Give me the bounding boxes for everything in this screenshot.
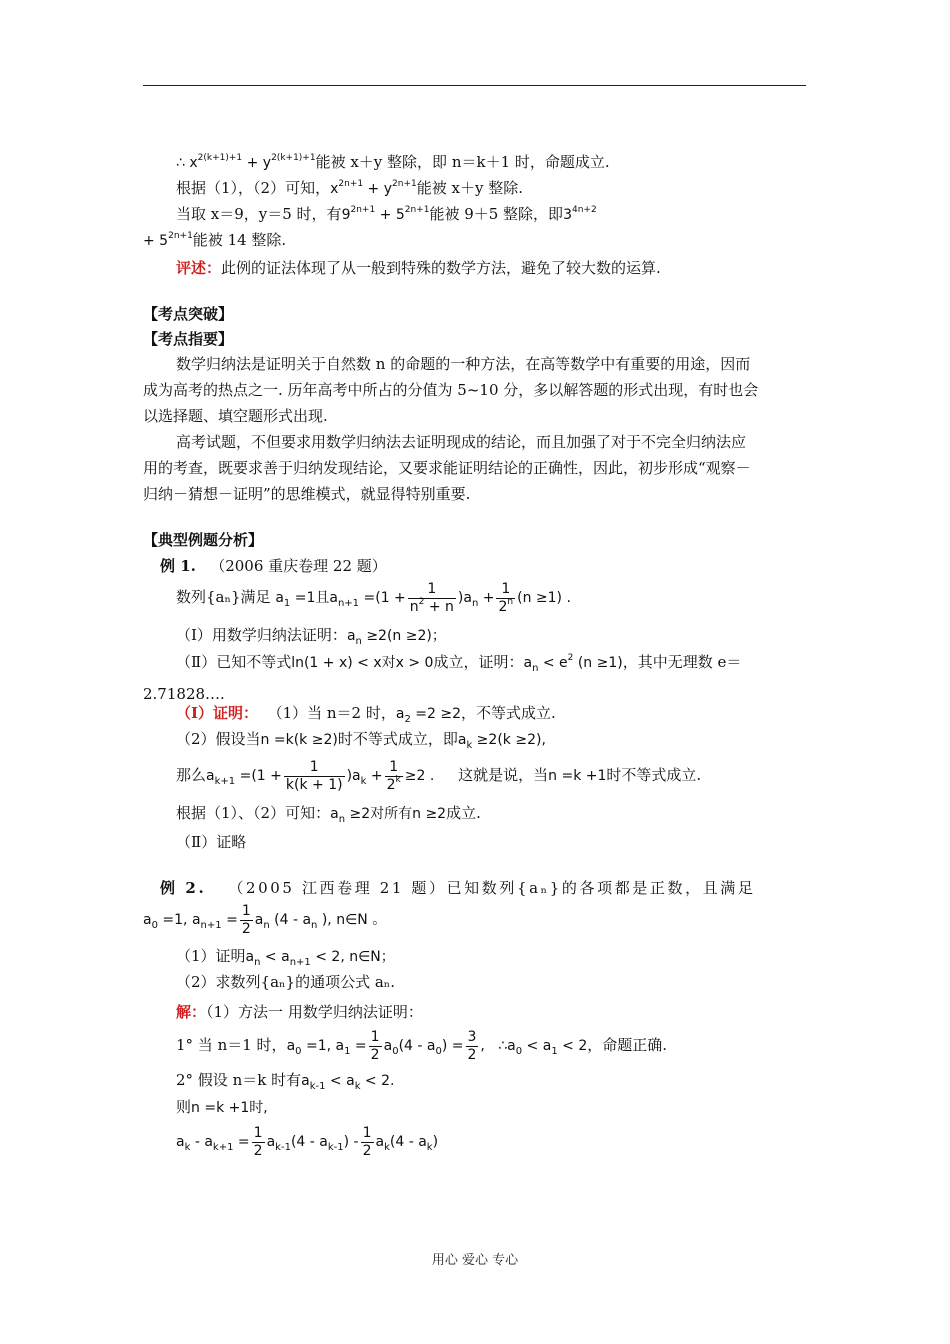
paragraph-2-line-2: 用的考查，既要求善于归纳发现结论，又要求能证明结论的正确性，因此，初步形成“观察－: [143, 459, 751, 477]
example-1-header: 例 1. （2006 重庆卷理 22 题）: [160, 557, 387, 575]
example-1-part-1: （Ⅰ）用数学归纳法证明：$a_n \ge 2(n \ge 2)$；: [176, 626, 446, 647]
paragraph-2-line-1: 高考试题，不但要求用数学归纳法去证明现成的结论，而且加强了对于不完全归纳法应: [176, 433, 747, 451]
section-heading-kaodian-zhiyao: 【考点指要】: [143, 330, 234, 348]
example-1-proof-step-3: 那么$a_{k+1} =(1$ + $\frac{1}{k(k + 1)}$ )$a_k$ + $\frac{1}{2^k}$ ≥2 . 这就是说，当n =k +1时不等式成立.: [176, 758, 702, 793]
example-1-proof-step-2: （2）假设当n =k(k ≥2)时不等式成立，即$a_k \ge 2(k \ge 2)$,: [176, 730, 546, 751]
paragraph-1-line-3: 以选择题、填空题形式出现.: [143, 407, 328, 425]
section-heading-dianxing: 【典型例题分析】: [143, 531, 264, 549]
section-heading-kaodian-tupo: 【考点突破】: [143, 305, 234, 323]
example-1-part-2-cont: 2.71828….: [143, 685, 225, 703]
page-footer: 用心 爱心 专心: [431, 1253, 519, 1268]
example-1-part-2: （Ⅱ）已知不等式ln(1 + x) < x对x > 0成立，证明：$a_n < e^2$ (n ≥1)，其中无理数 e＝: [176, 653, 742, 674]
example-1-part-2-proof: （Ⅱ）证略: [176, 833, 247, 851]
summary-line: 根据（1），（2）可知，$x^{2n+1} + y^{2n+1}$能被 x＋y 整除.: [176, 179, 523, 197]
special-case-cont: + $5^{2n+1}$能被 14 整除.: [143, 231, 287, 249]
comment-line: 评述：此例的证法体现了从一般到特殊的数学方法，避免了较大数的运算.: [176, 259, 661, 277]
example-2-step-4: $a_k - a_{k+1}$ = $\frac{1}{2}$ $a_{k-1}(4 - a_{k-1})$ - $\frac{1}{2}$ $a_k(4 - a_k)$: [176, 1124, 439, 1159]
special-case-line: 当取 x＝9，y＝5 时，有$9^{2n+1} + 5^{2n+1}$能被 9＋5 整除，即$3^{4n+2}$: [176, 205, 597, 223]
example-1-statement: 数列{aₙ}满足 $a_1 =1$且$a_{n+1} =(1$ + $\frac{1}{n^2 + n}$ )$a_n$ + $\frac{1}{2^n}$ (n ≥1) .: [176, 580, 571, 615]
example-2-step-3: 则n =k +1时,: [176, 1098, 268, 1116]
example-2-condition: $a_0 =1$, $a_{n+1}$ = $\frac{1}{2}$ $a_n$ ($4 - a_n$ ), n∈N 。: [143, 902, 387, 937]
example-1-proof-step-1: （Ⅰ）证明： （1）当 n＝2 时，$a_2 =2 \ge 2$，不等式成立.: [176, 704, 556, 725]
paragraph-1-line-1: 数学归纳法是证明关于自然数 n 的命题的一种方法，在高等数学中有重要的用途，因而: [176, 355, 751, 373]
example-1-proof-step-4: 根据（1）、（2）可知：$a_n \ge 2$对所有n ≥2成立.: [176, 804, 481, 825]
paragraph-2-line-3: 归纳－猜想－证明”的思维模式，就显得特别重要.: [143, 485, 471, 503]
paragraph-1-line-2: 成为高考的热点之一. 历年高考中所占的分值为 5~10 分，多以解答题的形式出现，有时也会: [143, 381, 759, 399]
conclusion-line: ∴ $x^{2(k+1)+1} + y^{2(k+1)+1}$能被 x＋y 整除，即 n＝k＋1 时，命题成立.: [176, 153, 610, 171]
example-2-solution-header: 解：（1）方法一 用数学归纳法证明：: [176, 1003, 423, 1021]
header-rule: [143, 85, 806, 86]
example-2-header: 例 2. （2005 江西卷理 21 题）已知数列{aₙ}的各项都是正数，且满足: [160, 879, 756, 897]
example-2-step-1: 1° 当 n＝1 时，$a_0 =1$, $a_1$ = $\frac{1}{2}$ $a_0(4 - a_0)$ = $\frac{3}{2}$ , $\therefore a_0 < a_1 < 2$，命题正确.: [176, 1028, 668, 1063]
example-2-step-2: 2° 假设 n＝k 时有$a_{k-1} < a_k < 2$.: [176, 1071, 395, 1092]
example-2-question-2: （2）求数列{aₙ}的通项公式 aₙ.: [176, 973, 396, 991]
example-2-question-1: （1）证明$a_n < a_{n+1} < 2$, n∈N；: [176, 947, 395, 968]
